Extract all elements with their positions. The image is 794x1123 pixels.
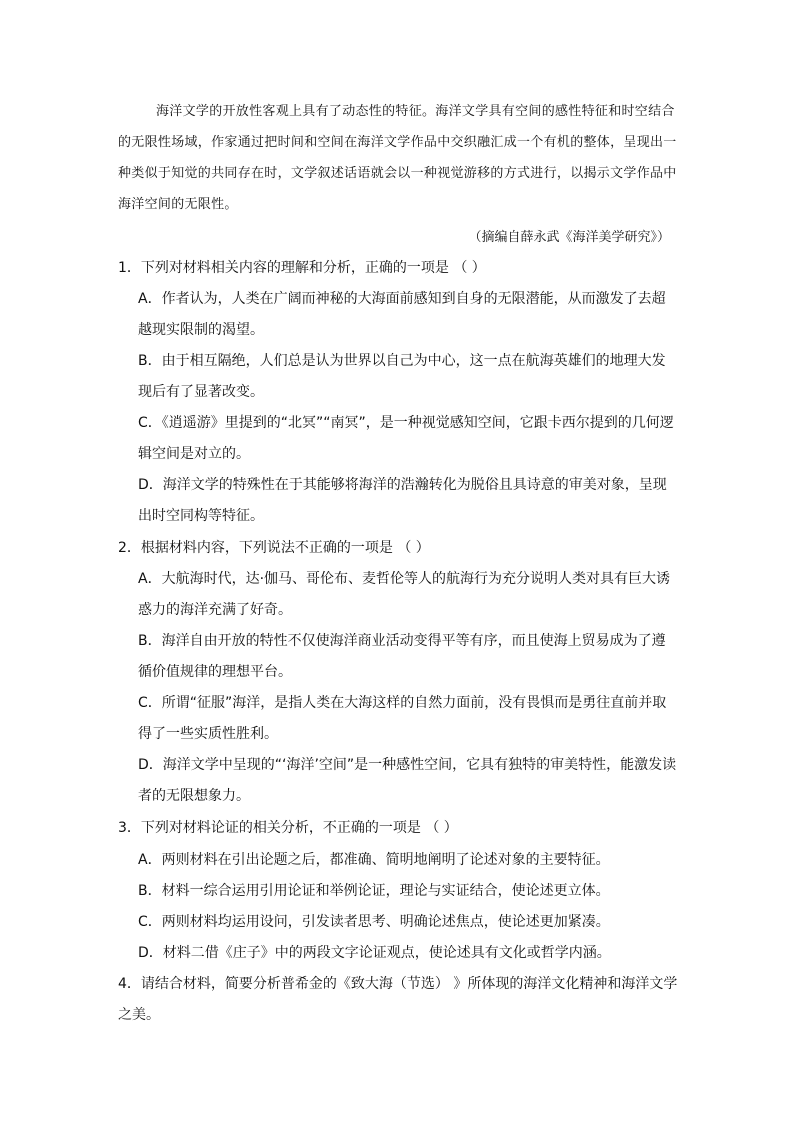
question-2-option-a: A．大航海时代，达·伽马、哥伦布、麦哲伦等人的航海行为充分说明人类对具有巨大诱惑力的海洋充满了好奇。	[138, 571, 671, 618]
question-3-option-d: D．材料二借《庄子》中的两段文字论证观点，使论述具有文化或哲学内涵。	[138, 945, 611, 961]
question-1-option-d: D．海洋文学的特殊性在于其能够将海洋的浩瀚转化为脱俗且具诗意的审美对象，呈现出时空同构等特征。	[138, 477, 667, 524]
question-1-option-b: B．由于相互隔绝，人们总是认为世界以自己为中心，这一点在航海英雄们的地理大发现后有了显著改变。	[138, 353, 666, 400]
question-3-option-b: B．材料一综合运用引用论证和举例论证，理论与实证结合，使论述更立体。	[138, 883, 610, 899]
question-3-option-c: C．两则材料均运用设问，引发读者思考、明确论述焦点，使论述更加紧凑。	[138, 914, 610, 930]
question-2-option-c: C．所谓“征服”海洋，是指人类在大海这样的自然力面前，没有畏惧而是勇往直前并取得了一些实质性胜利。	[138, 695, 667, 742]
question-4-stem: 4．请结合材料，简要分析普希金的《致大海（节选） 》所体现的海洋文化精神和海洋文学之美。	[118, 976, 678, 1023]
question-1-option-c: C．《逍遥游》里提到的“北冥”“南冥”，是一种视觉感知空间，它跟卡西尔提到的几何逻辑空间是对立的。	[138, 415, 674, 462]
question-3-option-a: A．两则材料在引出论题之后，都准确、简明地阐明了论述对象的主要特征。	[138, 852, 610, 868]
passage-source: （摘编自薛永武《海洋美学研究》）	[468, 230, 670, 245]
passage-paragraph: 海洋文学的开放性客观上具有了动态性的特征。海洋文学具有空间的感性特征和时空结合的无限性场域，作家通过把时间和空间在海洋文学作品中交织融汇成一个有机的整体，呈现出一种类似于知觉的共同存在时，文学叙述话语就会以一种视觉游移的方式进行，以揭示文学作品中海洋空间的无限性。	[118, 104, 677, 212]
question-1-stem: 1．下列对材料相关内容的理解和分析，正确的一项是 （ ）	[118, 260, 486, 276]
question-3-stem: 3．下列对材料论证的相关分析，不正确的一项是 （ ）	[118, 820, 458, 836]
question-2-option-d: D．海洋文学中呈现的“‘海洋’空间”是一种感性空间，它具有独特的审美特性，能激发读者的无限想象力。	[138, 757, 677, 804]
question-2-stem: 2．根据材料内容，下列说法不正确的一项是 （ ）	[118, 540, 430, 556]
question-2-option-b: B．海洋自由开放的特性不仅使海洋商业活动变得平等有序，而且使海上贸易成为了遵循价值规律的理想平台。	[138, 633, 666, 680]
question-1-option-a: A．作者认为，人类在广阔而神秘的大海面前感知到自身的无限潜能，从而激发了去超越现实限制的渴望。	[138, 291, 666, 338]
